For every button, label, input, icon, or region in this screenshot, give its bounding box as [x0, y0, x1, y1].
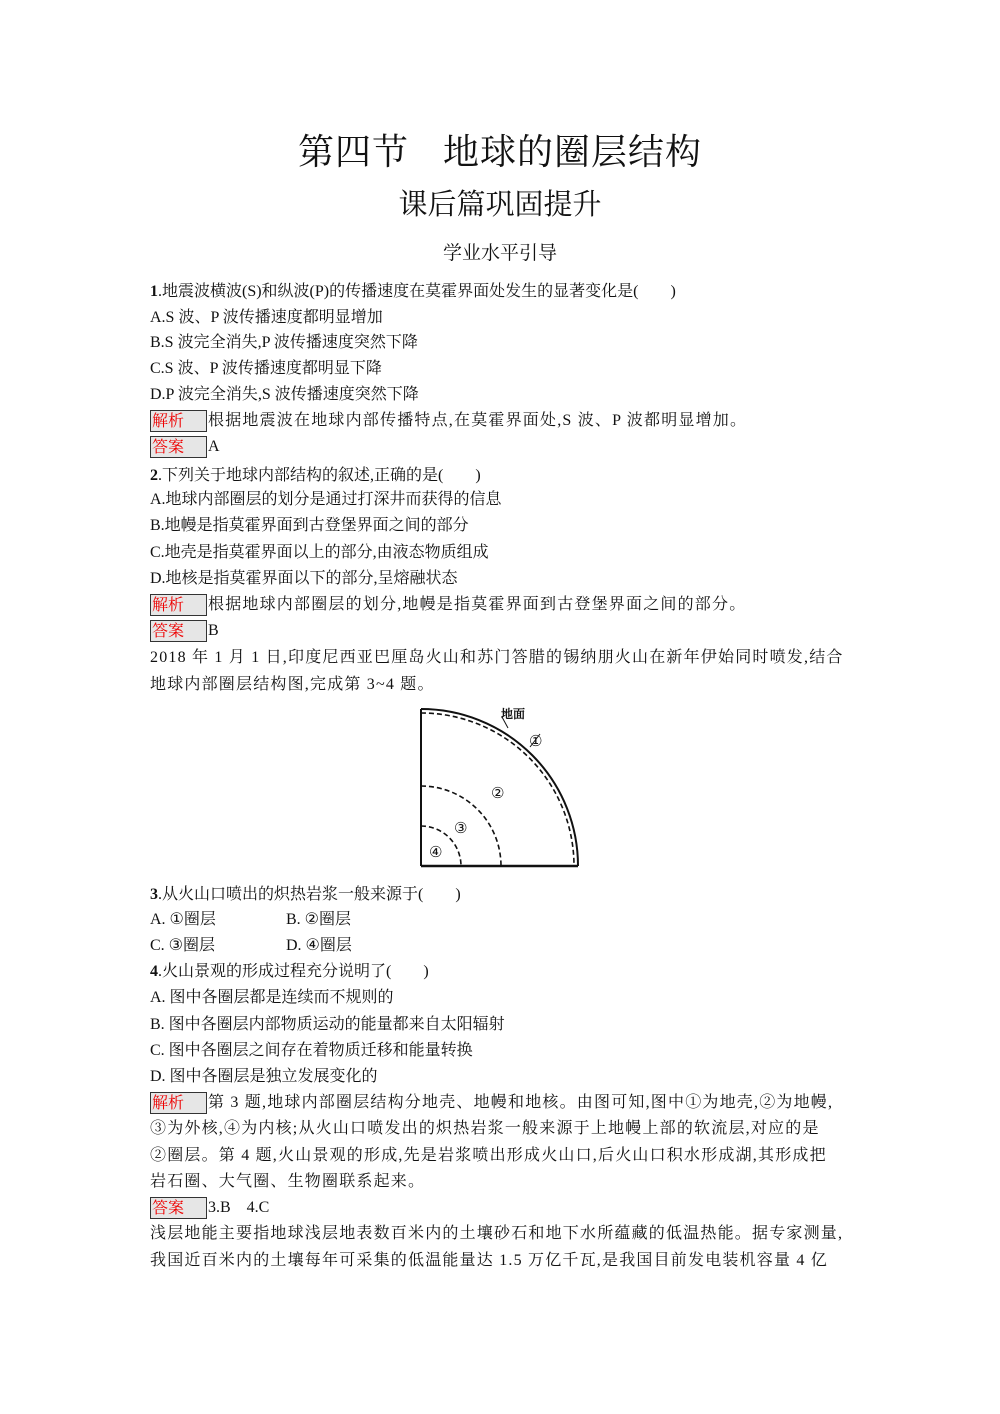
question-number: 4 — [150, 963, 158, 980]
level-heading: 学业水平引导 — [442, 242, 557, 264]
layer-4-label: ④ — [429, 843, 443, 861]
question-text: .下列关于地球内部结构的叙述,正确的是( ) — [158, 467, 481, 484]
q2-answer — [150, 620, 219, 642]
q2-option-c: C.地壳是指莫霍界面以上的部分,由液态物质组成 — [150, 544, 489, 561]
analysis-label: 解析 — [150, 594, 207, 616]
q4-option-d: D. 图中各圈层是独立发展变化的 — [150, 1068, 378, 1085]
question-text: .地震波横波(S)和纵波(P)的传播速度在莫霍界面处发生的显著变化是( ) — [158, 283, 676, 300]
q4-option-c: C. 图中各圈层之间存在着物质迁移和能量转换 — [150, 1042, 473, 1059]
earth-layers-diagram — [412, 700, 592, 875]
page-subtitle: 课后篇巩固提升 — [398, 187, 602, 221]
q2-option-b: B.地幔是指莫霍界面到古登堡界面之间的部分 — [150, 517, 469, 534]
surface-label: 地面 — [501, 707, 526, 721]
q34-analysis-line-2: ③为外核,④为内核;从火山口喷发出的炽热岩浆一般来源于上地幔上部的软流层,对应的是 — [150, 1120, 820, 1137]
question-number: 1 — [150, 283, 158, 300]
layer-2-label: ② — [491, 784, 505, 802]
q34-analysis-line-1 — [150, 1092, 833, 1114]
q2-option-d: D.地核是指莫霍界面以下的部分,呈熔融状态 — [150, 570, 458, 587]
q3-option-a: A. ①圈层 — [150, 911, 216, 928]
q1-option-c: C.S 波、P 波传播速度都明显下降 — [150, 360, 382, 377]
question-3-stem — [150, 884, 461, 906]
page-title — [0, 124, 1000, 175]
q3-option-c: C. ③圈层 — [150, 937, 216, 954]
section-title: 地球的圈层结构 — [443, 132, 703, 173]
question-number: 2 — [150, 467, 158, 484]
q3-options-row-1 — [150, 909, 352, 931]
analysis-label: 解析 — [150, 1092, 207, 1114]
q3-option-d: D. ④圈层 — [286, 937, 352, 954]
q34-analysis-line-4: 岩石圈、大气圈、生物圈联系起来。 — [150, 1173, 426, 1190]
answer-label: 答案 — [150, 436, 207, 458]
layer-1-label: ① — [529, 732, 543, 750]
question-1-stem — [150, 281, 676, 303]
answer-label: 答案 — [150, 620, 207, 642]
question-text: .火山景观的形成过程充分说明了( ) — [158, 963, 429, 980]
q1-option-d: D.P 波完全消失,S 波传播速度突然下降 — [150, 386, 419, 403]
q1-option-a: A.S 波、P 波传播速度都明显增加 — [150, 309, 383, 326]
q4-option-b: B. 图中各圈层内部物质运动的能量都来自太阳辐射 — [150, 1016, 505, 1033]
passage-line-1: 浅层地能主要指地球浅层地表数百米内的土壤砂石和地下水所蕴藏的低温热能。据专家测量, — [150, 1225, 844, 1242]
q34-answer — [150, 1197, 269, 1219]
question-number: 3 — [150, 886, 158, 903]
q2-analysis — [150, 594, 746, 616]
q1-option-b: B.S 波完全消失,P 波传播速度突然下降 — [150, 334, 418, 351]
analysis-text: 根据地震波在地球内部传播特点,在莫霍界面处,S 波、P 波都明显增加。 — [208, 412, 748, 429]
q3-options-row-2 — [150, 935, 352, 957]
analysis-text: 根据地球内部圈层的划分,地幔是指莫霍界面到古登堡界面之间的部分。 — [208, 596, 747, 613]
answer-label: 答案 — [150, 1197, 207, 1219]
answer-text: A — [208, 438, 220, 455]
analysis-label: 解析 — [150, 410, 207, 432]
answer-text: B — [208, 622, 219, 639]
q1-analysis — [150, 410, 747, 432]
section-number: 第四节 — [297, 132, 409, 173]
intro-line-1: 2018 年 1 月 1 日,印度尼西亚巴厘岛火山和苏门答腊的锡纳朋火山在新年伊始同时喷发,结合 — [150, 649, 844, 666]
layer-3-label: ③ — [454, 819, 468, 837]
question-4-stem — [150, 961, 429, 983]
passage-line-2: 我国近百米内的土壤每年可采集的低温能量达 1.5 万亿千瓦,是我国目前发电装机容量 4 亿 — [150, 1252, 829, 1269]
q4-option-a: A. 图中各圈层都是连续而不规则的 — [150, 989, 394, 1006]
analysis-text: 第 3 题,地球内部圈层结构分地壳、地幔和地核。由图可知,图中①为地壳,②为地幔, — [208, 1094, 834, 1111]
intro-line-2: 地球内部圈层结构图,完成第 3~4 题。 — [150, 676, 435, 693]
q2-option-a: A.地球内部圈层的划分是通过打深井而获得的信息 — [150, 491, 502, 508]
question-text: .从火山口喷出的炽热岩浆一般来源于( ) — [158, 886, 461, 903]
q3-option-b: B. ②圈层 — [286, 911, 352, 928]
q34-analysis-line-3: ②圈层。第 4 题,火山景观的形成,先是岩浆喷出形成火山口,后火山口积水形成湖,其形成把 — [150, 1147, 827, 1164]
q1-answer — [150, 436, 220, 458]
question-2-stem — [150, 465, 481, 487]
answer-text: 3.B 4.C — [208, 1199, 270, 1216]
